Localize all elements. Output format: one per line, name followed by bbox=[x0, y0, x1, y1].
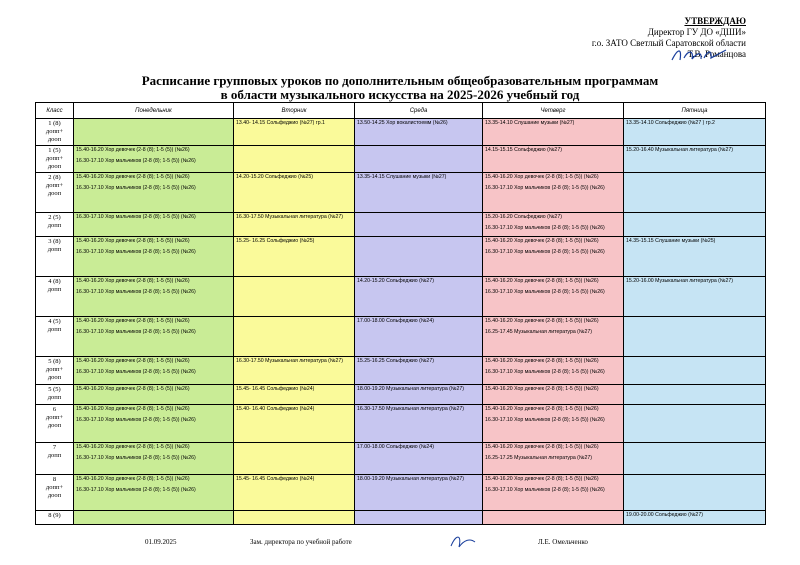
tuesday-cell bbox=[234, 119, 355, 146]
lesson-entry: 15.40-16.20 Хор девочек (2-8 (8); 1-5 (5)) (№26) bbox=[485, 406, 599, 412]
class-cell: 4 (5) допп bbox=[36, 317, 74, 357]
lesson-entry: 13.40- 14.15 Сольфеджио (№27) гр.1 bbox=[236, 120, 325, 126]
lesson-entry: 13.35-14.10 Слушание музыки (№27) bbox=[485, 120, 575, 126]
lesson-entry: 16.30-17.10 Хор мальчиков (2-8 (8); 1-5 (5)) (№26) bbox=[485, 289, 605, 295]
lesson-entry: 15.20-16.40 Музыкальная литература (№27) bbox=[626, 147, 733, 153]
lesson-entry: 13.35-14.10 Сольфеджио (№27 ) гр.2 bbox=[626, 120, 715, 126]
lesson-entry: 18.00-19.20 Музыкальная литература (№27) bbox=[357, 386, 464, 392]
lesson-entry: 16.30-17.10 Хор мальчиков (2-8 (8); 1-5 (5)) (№26) bbox=[76, 487, 196, 493]
lesson-entry: 15.40-16.20 Хор девочек (2-8 (8); 1-5 (5)) (№26) bbox=[76, 386, 190, 392]
table-row bbox=[36, 511, 766, 525]
tuesday-cell bbox=[234, 213, 355, 237]
lesson-entry: 13.50-14.25 Хор вокалистоемм (№26) bbox=[357, 120, 448, 126]
lesson-entry: 15.40-16.20 Хор девочек (2-8 (8); 1-5 (5)) (№26) bbox=[485, 386, 599, 392]
monday-cell bbox=[74, 475, 234, 511]
friday-cell bbox=[624, 213, 766, 237]
class-cell: 2 (5) допп bbox=[36, 213, 74, 237]
lesson-entry: 17.00-18.00 Сольфеджио (№24) bbox=[357, 444, 434, 450]
friday-cell bbox=[624, 511, 766, 525]
approval-line-2: г.о. ЗАТО Светлый Саратовской области bbox=[591, 38, 746, 48]
deputy-signature-icon bbox=[448, 532, 478, 552]
approval-line-1: Директор ГУ ДО «ДШИ» bbox=[647, 27, 746, 37]
lesson-entry: 15.40-16.20 Хор девочек (2-8 (8); 1-5 (5)) (№26) bbox=[485, 358, 599, 364]
monday-cell bbox=[74, 237, 234, 277]
tuesday-cell bbox=[234, 277, 355, 317]
monday-cell bbox=[74, 385, 234, 405]
friday-cell bbox=[624, 146, 766, 173]
lesson-entry: 16.30-17.50 Музыкальная литература (№27) bbox=[236, 214, 343, 220]
friday-cell bbox=[624, 173, 766, 213]
wednesday-cell bbox=[355, 173, 483, 213]
thursday-cell bbox=[483, 475, 624, 511]
friday-cell bbox=[624, 317, 766, 357]
lesson-entry: 15.40-16.20 Хор девочек (2-8 (8); 1-5 (5)) (№26) bbox=[76, 444, 190, 450]
table-row bbox=[36, 146, 766, 173]
table-row bbox=[36, 317, 766, 357]
lesson-entry: 16.25-17.45 Музыкальная литература (№27) bbox=[485, 329, 592, 335]
class-cell: 8 (9) bbox=[36, 511, 74, 525]
thursday-cell bbox=[483, 277, 624, 317]
class-cell: 3 (8) допп bbox=[36, 237, 74, 277]
title-line-1: Расписание групповых уроков по дополнительным общеобразовательным программам bbox=[141, 73, 659, 88]
thursday-cell bbox=[483, 443, 624, 475]
tuesday-cell bbox=[234, 511, 355, 525]
table-row bbox=[36, 385, 766, 405]
thursday-cell bbox=[483, 237, 624, 277]
friday-cell bbox=[624, 357, 766, 385]
monday-cell bbox=[74, 146, 234, 173]
wednesday-cell bbox=[355, 511, 483, 525]
page-title bbox=[90, 74, 710, 102]
table-row bbox=[36, 173, 766, 213]
lesson-entry: 15.20-16.00 Музыкальная литература (№27) bbox=[626, 278, 733, 284]
class-cell: 7 допп bbox=[36, 443, 74, 475]
tuesday-cell bbox=[234, 237, 355, 277]
thursday-cell bbox=[483, 511, 624, 525]
wednesday-cell bbox=[355, 357, 483, 385]
class-cell: 4 (8) допп bbox=[36, 277, 74, 317]
thursday-cell bbox=[483, 146, 624, 173]
lesson-entry: 16.30-17.10 Хор мальчиков (2-8 (8); 1-5 (5)) (№26) bbox=[76, 455, 196, 461]
table-row bbox=[36, 277, 766, 317]
friday-cell bbox=[624, 119, 766, 146]
thursday-cell bbox=[483, 385, 624, 405]
header-class: Класс bbox=[36, 103, 74, 119]
wednesday-cell bbox=[355, 405, 483, 443]
lesson-entry: 14.20-15.20 Сольфеджио (№27) bbox=[357, 278, 434, 284]
friday-cell bbox=[624, 475, 766, 511]
lesson-entry: 15.40-16.20 Хор девочек (2-8 (8); 1-5 (5)) (№26) bbox=[76, 278, 190, 284]
table-row bbox=[36, 405, 766, 443]
monday-cell bbox=[74, 173, 234, 213]
tuesday-cell bbox=[234, 475, 355, 511]
schedule-table bbox=[35, 102, 766, 525]
lesson-entry: 15.45- 16.45 Сольфеджио (№24) bbox=[236, 476, 315, 482]
lesson-entry: 16.30-17.50 Музыкальная литература (№27) bbox=[236, 358, 343, 364]
lesson-entry: 16.30-17.10 Хор мальчиков (2-8 (8); 1-5 (5)) (№26) bbox=[76, 329, 196, 335]
class-cell: 1 (5) допп+ дооп bbox=[36, 146, 74, 173]
lesson-entry: 15.25-16.25 Сольфеджио (№27) bbox=[357, 358, 434, 364]
friday-cell bbox=[624, 443, 766, 475]
approval-line-3: Т.В. Романцова bbox=[687, 49, 746, 59]
monday-cell bbox=[74, 357, 234, 385]
lesson-entry: 15.45- 16.45 Сольфеджио (№24) bbox=[236, 386, 315, 392]
header-monday: Понедельник bbox=[74, 103, 234, 119]
monday-cell bbox=[74, 317, 234, 357]
lesson-entry: 16.30-17.50 Музыкальная литература (№27) bbox=[357, 406, 464, 412]
director-signature-icon bbox=[668, 44, 728, 66]
lesson-entry: 14.15-15.15 Сольфеджио (№27) bbox=[485, 147, 562, 153]
lesson-entry: 16.30-17.10 Хор мальчиков (2-8 (8); 1-5 (5)) (№26) bbox=[76, 369, 196, 375]
lesson-entry: 16.30-17.10 Хор мальчиков (2-8 (8); 1-5 (5)) (№26) bbox=[76, 214, 196, 220]
monday-cell bbox=[74, 405, 234, 443]
tuesday-cell bbox=[234, 405, 355, 443]
friday-cell bbox=[624, 405, 766, 443]
title-line-2: в области музыкального искусства на 2025-2026 учебный год bbox=[220, 87, 580, 102]
lesson-entry: 15.40- 16.40 Сольфеджио (№24) bbox=[236, 406, 315, 412]
table-row bbox=[36, 213, 766, 237]
tuesday-cell bbox=[234, 385, 355, 405]
wednesday-cell bbox=[355, 146, 483, 173]
thursday-cell bbox=[483, 317, 624, 357]
lesson-entry: 15.40-16.20 Хор девочек (2-8 (8); 1-5 (5)) (№26) bbox=[76, 318, 190, 324]
thursday-cell bbox=[483, 357, 624, 385]
table-row bbox=[36, 475, 766, 511]
class-cell: 6 допп+ дооп bbox=[36, 405, 74, 443]
footer-name: Л.Е. Омельченко bbox=[538, 538, 588, 546]
monday-cell bbox=[74, 119, 234, 146]
friday-cell bbox=[624, 237, 766, 277]
lesson-entry: 16.30-17.10 Хор мальчиков (2-8 (8); 1-5 (5)) (№26) bbox=[76, 158, 196, 164]
wednesday-cell bbox=[355, 237, 483, 277]
header-wednesday: Среда bbox=[355, 103, 483, 119]
lesson-entry: 16.30-17.10 Хор мальчиков (2-8 (8); 1-5 (5)) (№26) bbox=[485, 487, 605, 493]
lesson-entry: 18.00-19.20 Музыкальная литература (№27) bbox=[357, 476, 464, 482]
friday-cell bbox=[624, 385, 766, 405]
lesson-entry: 14.20-15.20 Сольфеджио (№25) bbox=[236, 174, 313, 180]
lesson-entry: 14.35-15.15 Слушание музыки (№25) bbox=[626, 238, 716, 244]
tuesday-cell bbox=[234, 357, 355, 385]
class-cell: 1 (8) допп+ дооп bbox=[36, 119, 74, 146]
lesson-entry: 16.30-17.10 Хор мальчиков (2-8 (8); 1-5 (5)) (№26) bbox=[76, 249, 196, 255]
lesson-entry: 15.40-16.20 Хор девочек (2-8 (8); 1-5 (5)) (№26) bbox=[485, 444, 599, 450]
monday-cell bbox=[74, 277, 234, 317]
wednesday-cell bbox=[355, 213, 483, 237]
lesson-entry: 17.00-18.00 Сольфеджио (№24) bbox=[357, 318, 434, 324]
lesson-entry: 16.30-17.10 Хор мальчиков (2-8 (8); 1-5 (5)) (№26) bbox=[485, 369, 605, 375]
footer bbox=[35, 538, 765, 548]
class-cell: 5 (5) допп bbox=[36, 385, 74, 405]
lesson-entry: 15.40-16.20 Хор девочек (2-8 (8); 1-5 (5)) (№26) bbox=[485, 278, 599, 284]
header-row bbox=[36, 103, 766, 119]
lesson-entry: 15.40-16.20 Хор девочек (2-8 (8); 1-5 (5)) (№26) bbox=[76, 476, 190, 482]
wednesday-cell bbox=[355, 475, 483, 511]
wednesday-cell bbox=[355, 119, 483, 146]
lesson-entry: 16.30-17.10 Хор мальчиков (2-8 (8); 1-5 (5)) (№26) bbox=[76, 289, 196, 295]
class-cell: 8 допп+ дооп bbox=[36, 475, 74, 511]
thursday-cell bbox=[483, 173, 624, 213]
wednesday-cell bbox=[355, 443, 483, 475]
tuesday-cell bbox=[234, 443, 355, 475]
lesson-entry: 16.30-17.10 Хор мальчиков (2-8 (8); 1-5 (5)) (№26) bbox=[485, 417, 605, 423]
lesson-entry: 16.30-17.10 Хор мальчиков (2-8 (8); 1-5 (5)) (№26) bbox=[485, 185, 605, 191]
lesson-entry: 15.25- 16.25 Сольфеджио (№25) bbox=[236, 238, 315, 244]
lesson-entry: 15.40-16.20 Хор девочек (2-8 (8); 1-5 (5)) (№26) bbox=[76, 174, 190, 180]
lesson-entry: 15.40-16.20 Хор девочек (2-8 (8); 1-5 (5)) (№26) bbox=[485, 476, 599, 482]
wednesday-cell bbox=[355, 317, 483, 357]
lesson-entry: 16.30-17.10 Хор мальчиков (2-8 (8); 1-5 (5)) (№26) bbox=[485, 225, 605, 231]
class-cell: 2 (8) допп+ дооп bbox=[36, 173, 74, 213]
thursday-cell bbox=[483, 119, 624, 146]
class-cell: 5 (8) допп+ дооп bbox=[36, 357, 74, 385]
lesson-entry: 15.40-16.20 Хор девочек (2-8 (8); 1-5 (5)) (№26) bbox=[485, 174, 599, 180]
header-thursday: Четверг bbox=[483, 103, 624, 119]
lesson-entry: 19.00-20.00 Сольфеджио (№27) bbox=[626, 512, 703, 518]
lesson-entry: 15.40-16.20 Хор девочек (2-8 (8); 1-5 (5)) (№26) bbox=[76, 358, 190, 364]
lesson-entry: 15.20-16.20 Сольфеджио (№27) bbox=[485, 214, 562, 220]
tuesday-cell bbox=[234, 146, 355, 173]
friday-cell bbox=[624, 277, 766, 317]
monday-cell bbox=[74, 511, 234, 525]
tuesday-cell bbox=[234, 173, 355, 213]
monday-cell bbox=[74, 213, 234, 237]
monday-cell bbox=[74, 443, 234, 475]
footer-position: Зам. директора по учебной работе bbox=[250, 538, 352, 546]
lesson-entry: 15.40-16.20 Хор девочек (2-8 (8); 1-5 (5)) (№26) bbox=[76, 147, 190, 153]
thursday-cell bbox=[483, 405, 624, 443]
tuesday-cell bbox=[234, 317, 355, 357]
approval-heading: УТВЕРЖДАЮ bbox=[684, 16, 746, 26]
table-row bbox=[36, 237, 766, 277]
header-friday: Пятница bbox=[624, 103, 766, 119]
thursday-cell bbox=[483, 213, 624, 237]
lesson-entry: 15.40-16.20 Хор девочек (2-8 (8); 1-5 (5)) (№26) bbox=[76, 406, 190, 412]
lesson-entry: 15.40-16.20 Хор девочек (2-8 (8); 1-5 (5)) (№26) bbox=[485, 318, 599, 324]
footer-date: 01.09.2025 bbox=[145, 538, 177, 546]
lesson-entry: 13.35-14.15 Слушание музыки (№27) bbox=[357, 174, 447, 180]
table-row bbox=[36, 443, 766, 475]
header-tuesday: Вторник bbox=[234, 103, 355, 119]
table-row bbox=[36, 119, 766, 146]
wednesday-cell bbox=[355, 277, 483, 317]
lesson-entry: 16.30-17.10 Хор мальчиков (2-8 (8); 1-5 (5)) (№26) bbox=[485, 249, 605, 255]
lesson-entry: 15.40-16.20 Хор девочек (2-8 (8); 1-5 (5)) (№26) bbox=[485, 238, 599, 244]
lesson-entry: 16.30-17.10 Хор мальчиков (2-8 (8); 1-5 (5)) (№26) bbox=[76, 417, 196, 423]
lesson-entry: 15.40-16.20 Хор девочек (2-8 (8); 1-5 (5)) (№26) bbox=[76, 238, 190, 244]
lesson-entry: 16.30-17.10 Хор мальчиков (2-8 (8); 1-5 (5)) (№26) bbox=[76, 185, 196, 191]
wednesday-cell bbox=[355, 385, 483, 405]
table-row bbox=[36, 357, 766, 385]
lesson-entry: 16.25-17.25 Музыкальная литература (№27) bbox=[485, 455, 592, 461]
